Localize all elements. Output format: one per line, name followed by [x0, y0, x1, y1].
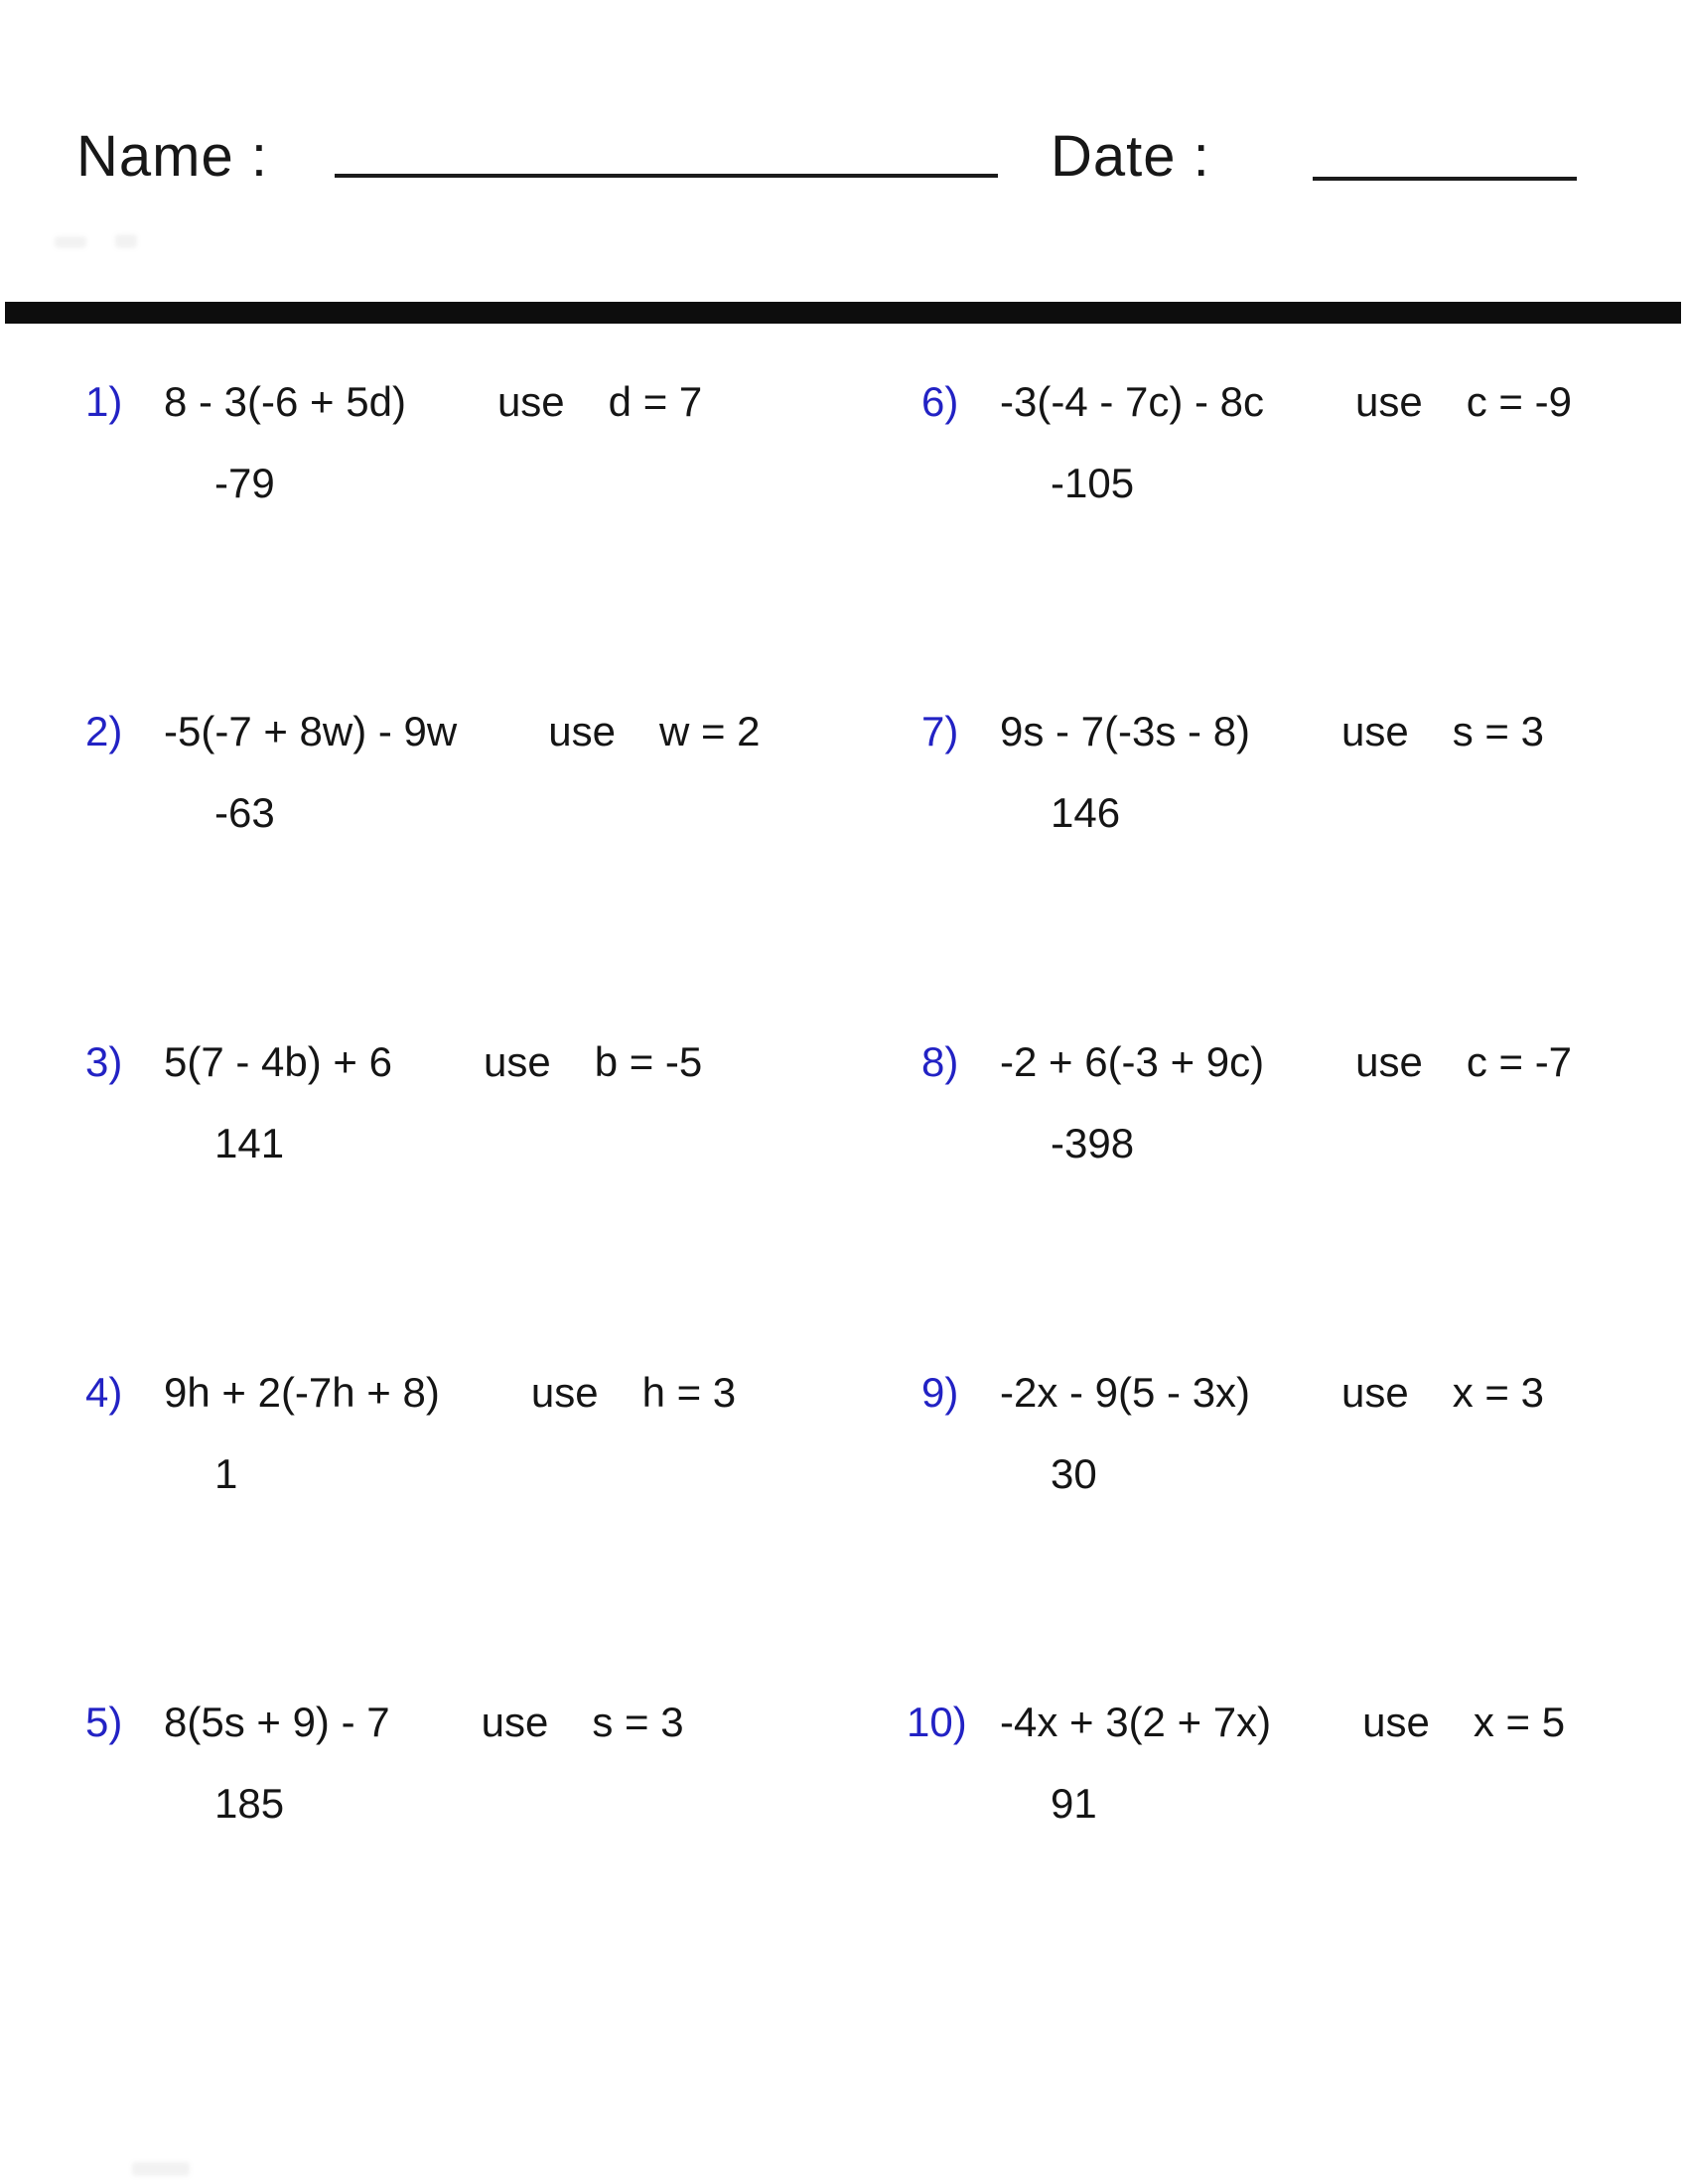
problem-expression: 9h + 2(-7h + 8)	[164, 1369, 440, 1416]
problem-line	[921, 1037, 1572, 1087]
problem-expression: -2x - 9(5 - 3x)	[1000, 1369, 1251, 1416]
header-divider-rule	[5, 302, 1681, 324]
problem-answer: -79	[214, 460, 275, 506]
problem-answer: -63	[214, 789, 275, 836]
problem-number: 1)	[85, 378, 123, 425]
problem-expression: -4x + 3(2 + 7x)	[1000, 1699, 1272, 1745]
problem-number: 5)	[85, 1699, 123, 1745]
problem-line	[85, 1698, 684, 1747]
problem-9	[921, 1368, 1544, 1499]
problem-line	[921, 1368, 1544, 1418]
problem-10	[907, 1698, 1565, 1829]
use-label: use	[1341, 708, 1409, 754]
variable-assignment: w = 2	[658, 708, 761, 754]
variable-assignment: b = -5	[594, 1038, 703, 1085]
problem-answer: 91	[1051, 1780, 1097, 1827]
problem-3	[85, 1037, 702, 1168]
problem-1	[85, 377, 702, 508]
problem-line	[921, 707, 1544, 756]
problem-expression: -2 + 6(-3 + 9c)	[1000, 1038, 1265, 1085]
problem-line	[85, 707, 761, 756]
use-label: use	[1355, 378, 1423, 425]
variable-assignment: x = 5	[1473, 1699, 1566, 1745]
variable-assignment: s = 3	[1452, 708, 1544, 754]
use-label: use	[483, 1038, 551, 1085]
problem-line	[921, 377, 1572, 427]
use-label: use	[481, 1699, 549, 1745]
name-blank-line	[335, 174, 998, 178]
problem-2	[85, 707, 761, 838]
problem-line	[907, 1698, 1565, 1747]
problem-line	[85, 377, 702, 427]
problem-number: 3)	[85, 1038, 123, 1085]
problem-number: 10)	[907, 1699, 967, 1745]
problem-number: 4)	[85, 1369, 123, 1416]
use-label: use	[548, 708, 616, 754]
problem-expression: -3(-4 - 7c) - 8c	[1000, 378, 1265, 425]
problem-6	[921, 377, 1572, 508]
variable-assignment: s = 3	[592, 1699, 684, 1745]
variable-assignment: d = 7	[608, 378, 703, 425]
problem-line	[85, 1368, 736, 1418]
problem-8	[921, 1037, 1572, 1168]
use-label: use	[496, 378, 565, 425]
problem-number: 7)	[921, 708, 959, 754]
variable-assignment: h = 3	[641, 1369, 737, 1416]
problem-number: 9)	[921, 1369, 959, 1416]
problem-expression: 8 - 3(-6 + 5d)	[164, 378, 406, 425]
problem-answer: -398	[1051, 1120, 1135, 1166]
use-label: use	[1362, 1699, 1430, 1745]
faded-print-artifact	[115, 234, 137, 248]
date-label: Date :	[1051, 124, 1210, 189]
problem-answer: 185	[214, 1780, 285, 1827]
problem-answer: -105	[1051, 460, 1135, 506]
name-label: Name :	[76, 124, 268, 189]
problem-number: 2)	[85, 708, 123, 754]
problem-number: 8)	[921, 1038, 959, 1085]
variable-assignment: c = -7	[1466, 1038, 1573, 1085]
use-label: use	[1341, 1369, 1409, 1416]
variable-assignment: c = -9	[1466, 378, 1572, 425]
problem-expression: -5(-7 + 8w) - 9w	[164, 708, 458, 754]
problem-answer: 141	[214, 1120, 285, 1166]
faded-print-artifact	[132, 2162, 190, 2176]
problem-expression: 8(5s + 9) - 7	[164, 1699, 390, 1745]
problem-expression: 9s - 7(-3s - 8)	[1000, 708, 1251, 754]
problem-5	[85, 1698, 684, 1829]
date-blank-line	[1313, 177, 1577, 181]
use-label: use	[530, 1369, 599, 1416]
variable-assignment: x = 3	[1452, 1369, 1544, 1416]
problem-4	[85, 1368, 736, 1499]
problem-7	[921, 707, 1544, 838]
use-label: use	[1355, 1038, 1423, 1085]
problem-line	[85, 1037, 702, 1087]
problem-expression: 5(7 - 4b) + 6	[164, 1038, 392, 1085]
problem-answer: 30	[1051, 1450, 1097, 1497]
problem-answer: 146	[1051, 789, 1121, 836]
problem-answer: 1	[214, 1450, 238, 1497]
problem-number: 6)	[921, 378, 959, 425]
faded-print-artifact	[55, 236, 86, 248]
